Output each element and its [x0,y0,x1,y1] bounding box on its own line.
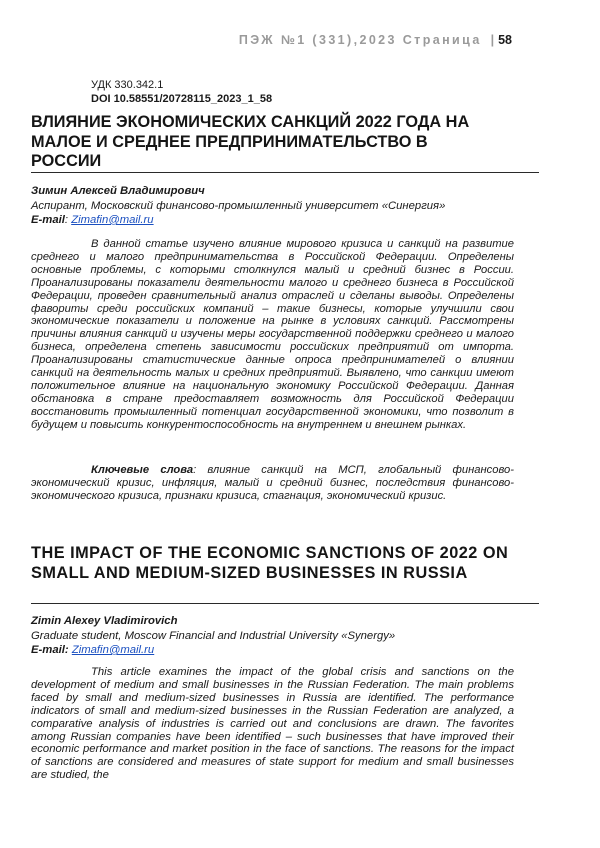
email-separator-ru: : [64,214,72,226]
udk-code: УДК 330.342.1 [91,79,164,91]
affiliation-en: Graduate student, Moscow Financial and Industrial University «Synergy» [31,629,396,642]
email-label-ru: E-mail [31,214,65,226]
abstract-en: This article examines the impact of the global crisis and sanctions on the development of medium and small businesses in the Russian Federation. The main problems faced by small and medium-sized businesses in Russia are identified. The performance indicators of small and medium-sized businesses in the Russian Federation are analyzed, a comparative analysis of industries is carried out and conclusions are drawn. The favorites among Russian companies have been identified – such businesses that have improved their economic performance and market position in the face of sanctions. The reasons for the impact of sanctions are considered and measures of state support for medium and small businesses are studied, the [31,666,514,782]
header-separator: | [490,33,495,47]
author-name-en: Zimin Alexey Vladimirovich [31,615,178,627]
title-ru: ВЛИЯНИЕ ЭКОНОМИЧЕСКИХ САНКЦИЙ 2022 ГОДА НА МАЛОЕ И СРЕДНЕЕ ПРЕДПРИНИМАТЕЛЬСТВО В РОССИИ [31,113,470,170]
title-divider-en [31,603,539,604]
email-link-en[interactable]: Zimafin@mail.ru [71,644,155,656]
journal-issue: ПЭЖ №1 (331),2023 Страница [238,33,482,47]
keywords-ru [31,464,514,503]
author-name-ru: Зимин Алексей Владимирович [31,185,205,197]
keywords-list-ru: : влияние санкций на МСП, глобальный финансово-экономический кризис, инфляция, малый и средний бизнес, последствия финансово-экономического кризиса, признаки кризиса, стагнация, экономический кризис. [31,464,514,502]
title-en: THE IMPACT OF THE ECONOMIC SANCTIONS OF 2022 ON SMALL AND MEDIUM-SIZED BUSINESSES IN RUSSIA [31,544,509,582]
author-block-ru [31,184,445,228]
page-number: 58 [498,33,512,47]
abstract-ru: В данной статье изучено влияние мирового кризиса и санкций на развитие среднего и малого предпринимательства в Российской Федерации. Определены основные проблемы, с которыми столкнулся малый и средний бизнес в России. Проанализированы показатели деятельности малого и среднего бизнеса в Российской Федерации, проведен сравнительный анализ отраслей и сделаны выводы. Определены фавориты среди российских компаний – такие бизнесы, которые улучшили свои экономические показатели и положение на рынке в условиях санкций. Рассмотрены причины влияния санкций и изучены меры государственной поддержки среднего и малого бизнеса, определена степень зависимости российских предприятий от импорта. Проанализированы статистические данные опроса предпринимателей о влиянии санкций на деятельность малых и средних предприятий. Выявлено, что санкции имеют положительное влияние на национальную экономику Российской Федерации. Данная обстановка в стране предоставляет возможность для Российской Федерации восстановить промышленный потенциал государственной экономики, что позволит в будущем и повысить конкурентоспособность на внутреннем и внешнем рынках. [31,238,514,431]
email-label-en: E-mail: [31,644,69,656]
email-link-ru[interactable]: Zimafin@mail.ru [71,214,154,226]
keywords-label-ru: Ключевые слова [91,464,194,476]
title-divider-ru [31,172,539,173]
running-header [239,33,512,47]
email-line-en [31,643,395,658]
affiliation-ru: Аспирант, Московский финансово-промышленный университет «Синергия» [31,199,446,212]
email-line-ru [31,213,445,228]
author-block-en [31,614,395,658]
doi: DOI 10.58551/20728115_2023_1_58 [91,93,273,105]
